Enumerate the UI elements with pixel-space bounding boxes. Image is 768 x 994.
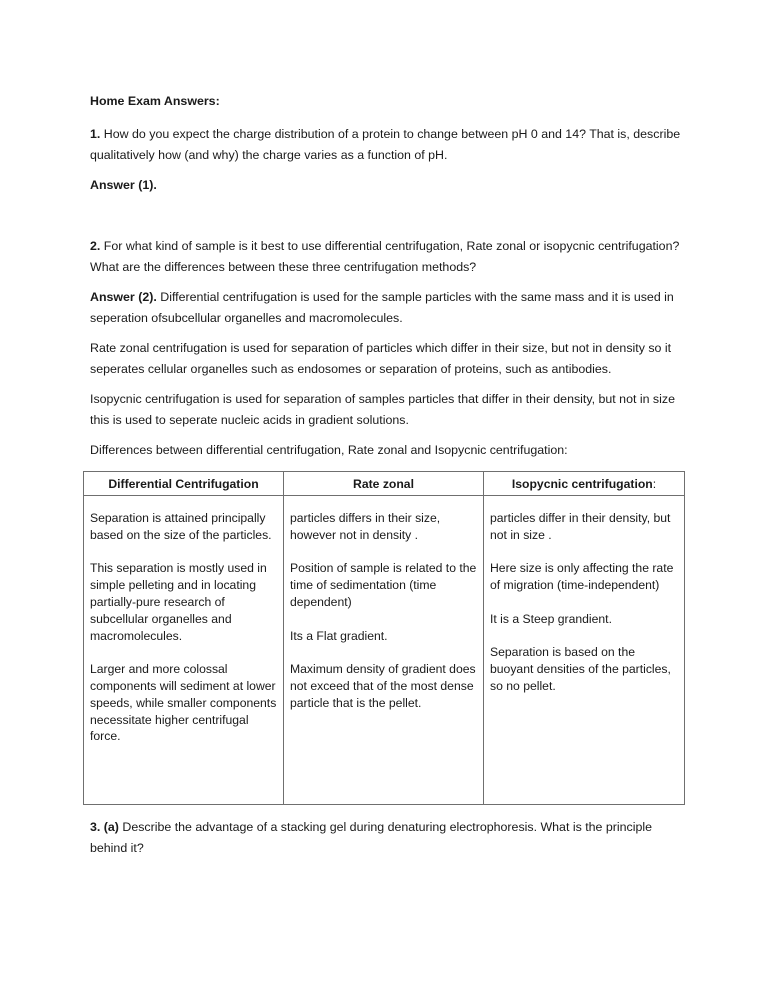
header-rate-zonal: Rate zonal <box>284 472 484 496</box>
para-rate-zonal: Rate zonal centrifugation is used for separation of particles which differ in their size, but not in density so it seperates cellular organelles such as endosomes or separation of proteins, such as antibodies. <box>90 341 672 376</box>
question-1-number: 1. <box>90 127 101 141</box>
question-2-number: 2. <box>90 239 101 253</box>
header-isopycnic: Isopycnic centrifugation: <box>484 472 685 496</box>
answer-2-text: Differential centrifugation is used for the sample particles with the same mass and it is used in seperation ofsubcellular organelles and macromolecules. <box>90 290 674 325</box>
question-2 <box>90 236 690 278</box>
question-3a-text: Describe the advantage of a stacking gel during denaturing electrophoresis. What is the principle behind it? <box>90 820 653 855</box>
comparison-table <box>83 471 685 805</box>
cell-text: Here size is only affecting the rate of migration (time-independent) <box>490 561 674 593</box>
answer-1-label: Answer (1). <box>90 178 157 192</box>
answer-2 <box>90 287 690 329</box>
cell-text: Larger and more colossal components will sediment at lower speeds, while smaller components necessitate higher centrifugal force. <box>90 662 277 744</box>
cell-text: This separation is mostly used in simple pelleting and in locating partially-pure research of subcellular organelles and macromolecules. <box>90 561 267 643</box>
differences-intro: Differences between differential centrifugation, Rate zonal and Isopycnic centrifugation: <box>90 443 568 457</box>
cell-text: particles differ in their density, but not in size . <box>490 511 671 542</box>
para-isopycnic: Isopycnic centrifugation is used for separation of samples particles that differ in their density, but not in size this is used to seperate nucleic acids in gradient solutions. <box>90 392 675 427</box>
question-2-text: For what kind of sample is it best to use differential centrifugation, Rate zonal or isopycnic centrifugation? What are the differences between these three centrifugation methods? <box>90 239 680 274</box>
question-1 <box>90 124 690 166</box>
cell-text: Its a Flat gradient. <box>290 628 388 643</box>
cell-text: particles differs in their size, however not in density . <box>290 511 441 542</box>
table-header-row <box>84 472 685 496</box>
cell-text: Separation is based on the buoyant densities of the particles, so no pellet. <box>490 645 671 693</box>
cell-text: Maximum density of gradient does not exceed that of the most dense particle that is the pellet. <box>290 662 476 710</box>
cell-text: Separation is attained principally based on the size of the particles. <box>90 511 272 542</box>
cell-rate-zonal <box>284 496 484 805</box>
cell-text: It is a Steep grandient. <box>490 611 612 626</box>
question-1-text: How do you expect the charge distribution of a protein to change between pH 0 and 14? That is, describe qualitatively how (and why) the charge varies as a function of pH. <box>90 127 681 162</box>
question-3a-number: 3. (a) <box>90 820 119 834</box>
answer-2-label: Answer (2). <box>90 290 157 304</box>
cell-text: Position of sample is related to the time of sedimentation (time dependent) <box>290 561 477 609</box>
question-3a <box>90 817 690 859</box>
cell-isopycnic <box>484 496 685 805</box>
header-differential: Differential Centrifugation <box>84 472 284 496</box>
cell-differential <box>84 496 284 805</box>
doc-title: Home Exam Answers: <box>90 94 220 108</box>
table-body-row <box>84 496 685 805</box>
